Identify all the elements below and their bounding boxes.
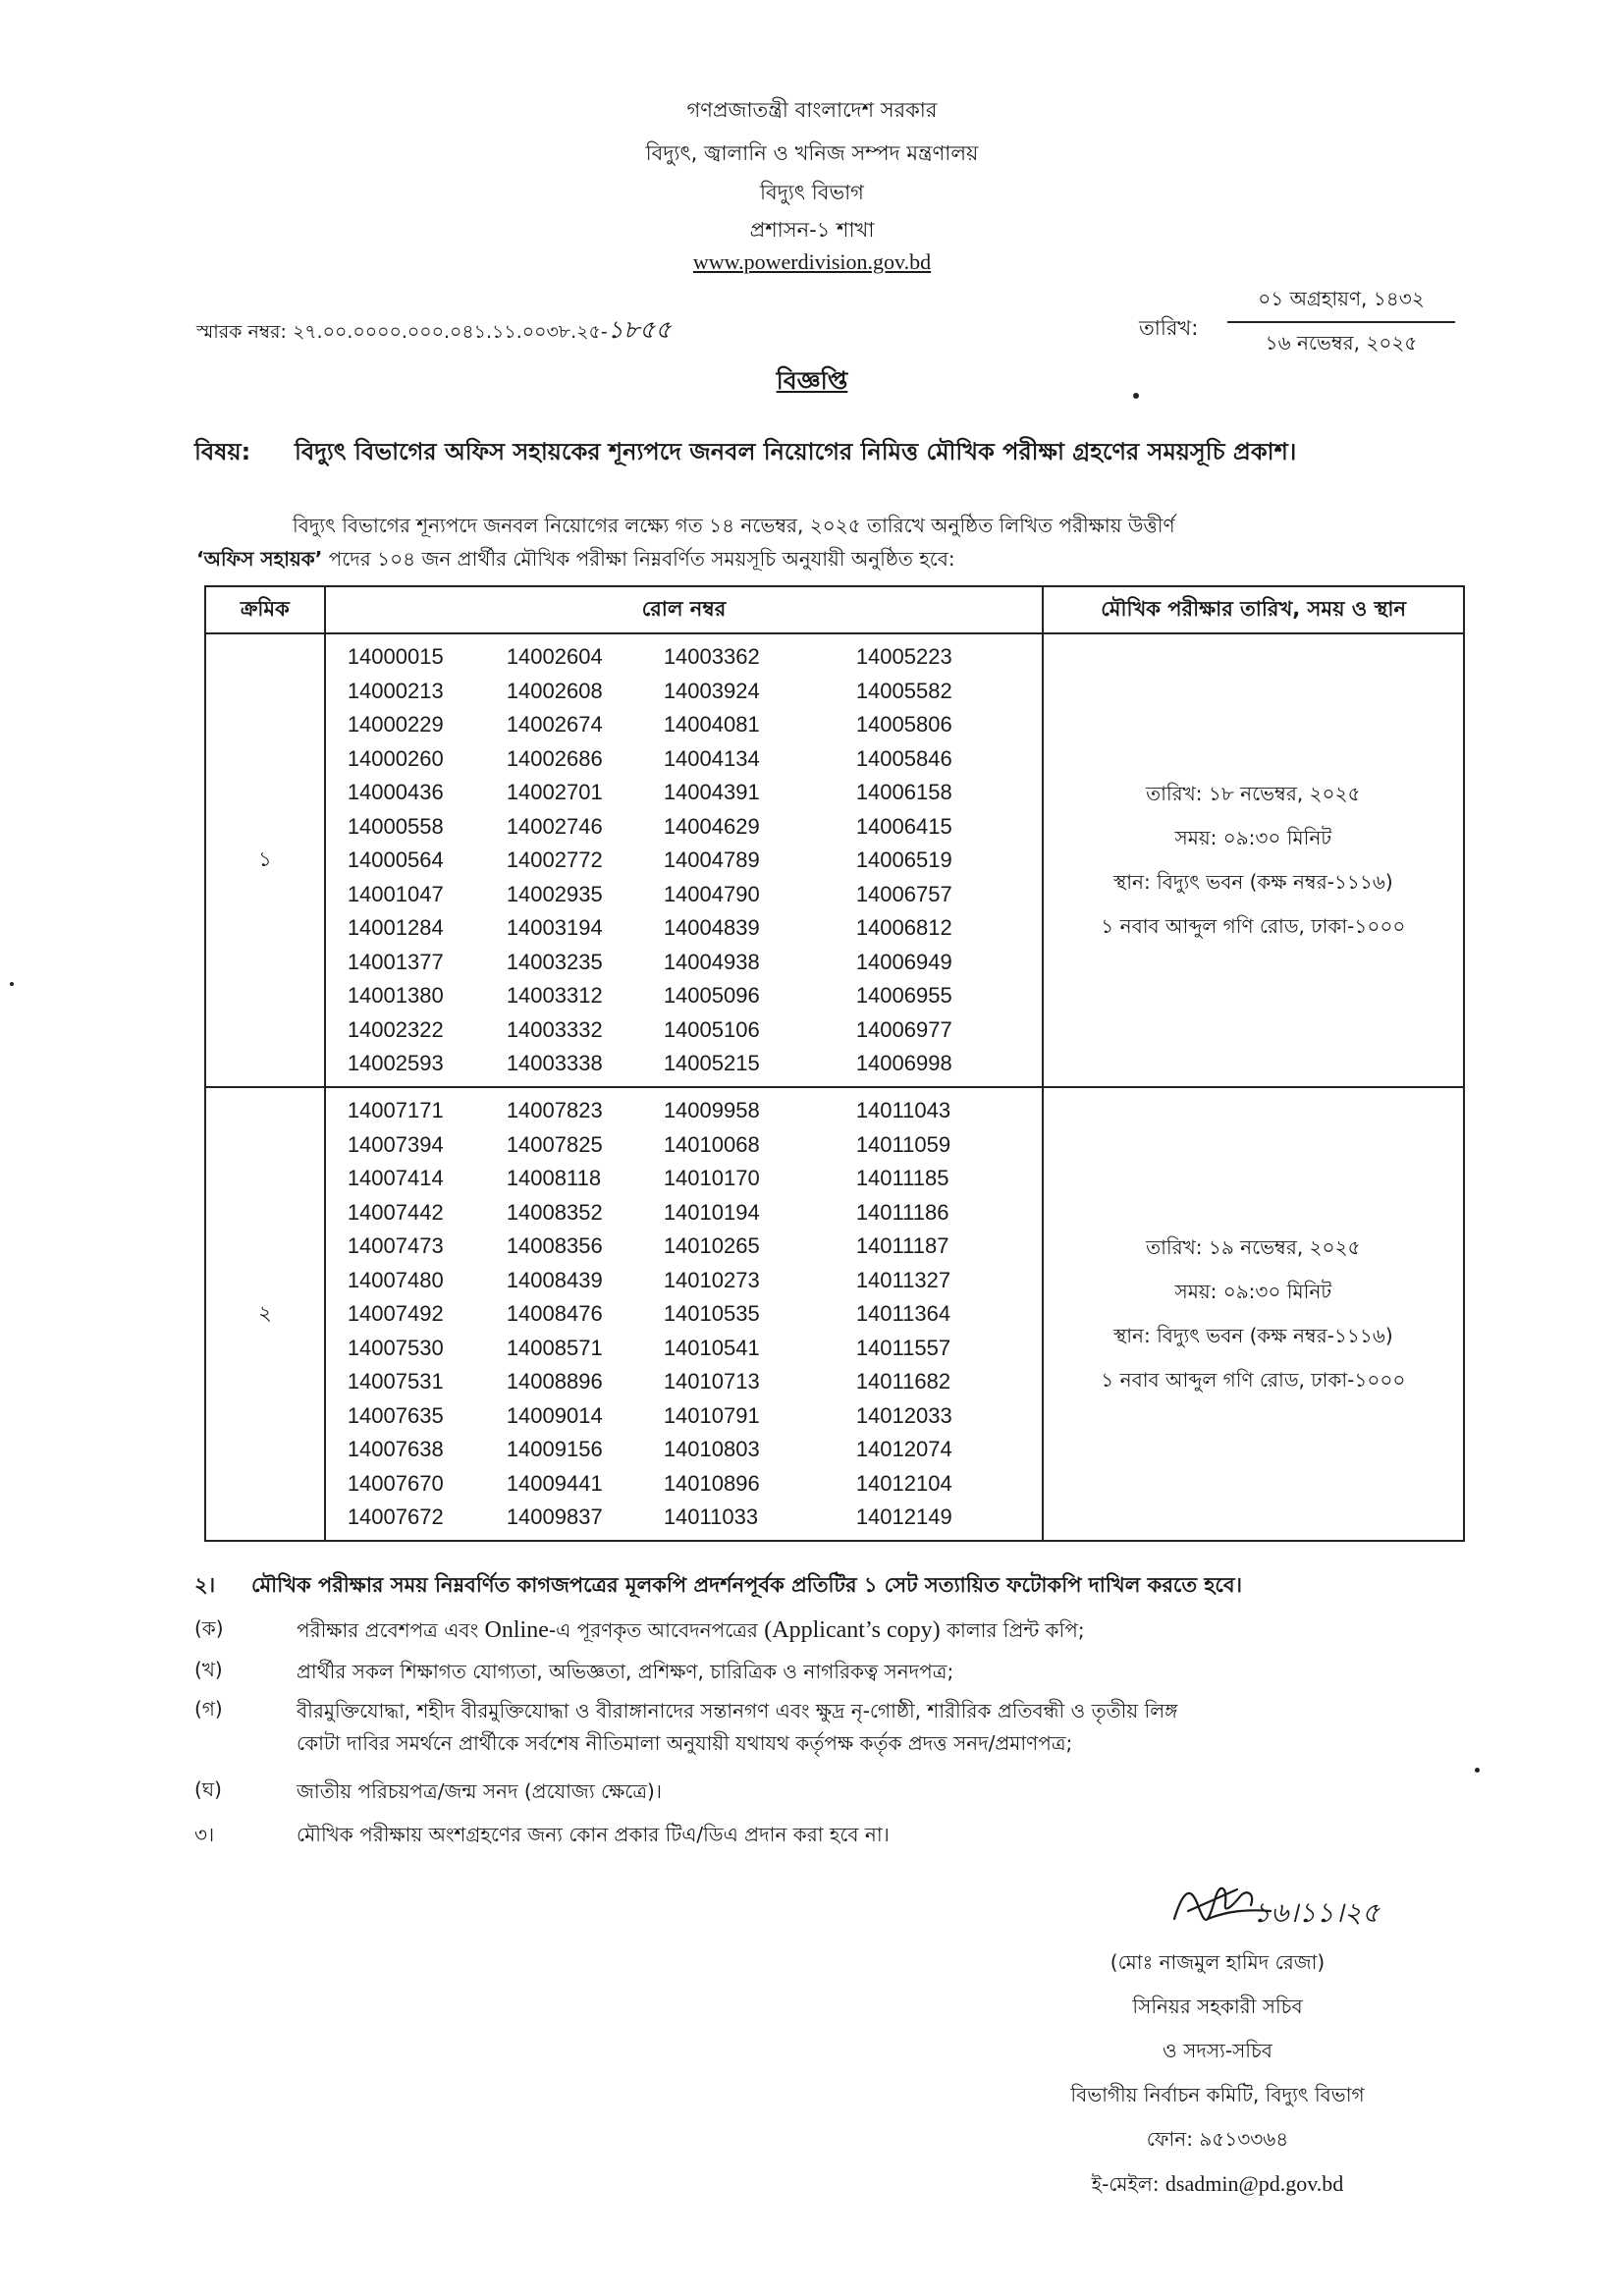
date-bangla: ০১ অগ্রহায়ণ, ১৪৩২ — [1227, 285, 1455, 323]
roll-number: 14007825 — [506, 1131, 603, 1157]
roll-number: 14001284 — [347, 915, 444, 941]
roll-number: 14011059 — [855, 1131, 951, 1157]
schedule-info — [1044, 1088, 1463, 1540]
roll-number: 14004134 — [663, 745, 760, 771]
roll-number: 14002772 — [506, 847, 603, 873]
item-text: প্রার্থীর সকল শিক্ষাগত যোগ্যতা, অভিজ্ঞতা, প্রশিক্ষণ, চারিত্রিক ও নাগরিকত্ব সনদপত্র; — [297, 1660, 954, 1683]
roll-number: 14003924 — [663, 678, 760, 703]
roll-number: 14006158 — [855, 780, 952, 805]
roll-number: 14006812 — [855, 915, 952, 941]
schedule-date: তারিখ: ১৮ নভেম্বর, ২০২৫ — [1146, 782, 1361, 805]
schedule-table — [204, 585, 1465, 1542]
roll-number: 14005096 — [663, 983, 760, 1009]
table-row — [326, 1433, 1042, 1467]
signature-block — [982, 1941, 1453, 2207]
roll-number: 14004391 — [663, 780, 760, 805]
roll-number: 14010713 — [663, 1369, 760, 1394]
roll-number: 14007171 — [347, 1098, 444, 1123]
table-row — [326, 946, 1042, 980]
table-row — [326, 878, 1042, 912]
roll-number: 14011043 — [855, 1098, 951, 1123]
roll-number: 14008439 — [506, 1267, 603, 1292]
roll-number: 14002674 — [506, 712, 603, 738]
roll-number: 14011185 — [855, 1166, 949, 1191]
item-latin-text: Online — [484, 1617, 549, 1643]
roll-number: 14010194 — [663, 1199, 760, 1225]
intro-line2: পদের ১০৪ জন প্রার্থীর মৌখিক পরীক্ষা নিম্নবর্ণিত সময়সূচি অনুযায়ী অনুষ্ঠিত হবে: — [322, 547, 955, 571]
roll-number: 14012033 — [855, 1402, 952, 1428]
roll-number: 14008571 — [506, 1335, 603, 1360]
roll-number: 14002322 — [347, 1016, 444, 1042]
roll-number: 14003338 — [506, 1051, 603, 1076]
roll-number: 14007531 — [347, 1369, 444, 1394]
item-text-line1: বীরমুক্তিযোদ্ধা, শহীদ বীরমুক্তিযোদ্ধা ও বীরাঙ্গানাদের সন্তানগণ এবং ক্ষুদ্র নৃ-গোষ্ঠী, শারীরিক প্রতিবন্ধী ও তৃতীয় লিঙ্গ — [297, 1699, 1178, 1722]
roll-number: 14002686 — [506, 745, 603, 771]
roll-number: 14007442 — [347, 1199, 444, 1225]
table-row — [326, 1332, 1042, 1366]
table-group-2 — [206, 1086, 1463, 1540]
roll-number: 14007492 — [347, 1301, 444, 1327]
roll-number: 14006949 — [855, 949, 952, 974]
roll-number: 14012104 — [855, 1470, 952, 1496]
roll-number: 14003194 — [506, 915, 603, 941]
intro-paragraph — [196, 509, 1463, 575]
header-url[interactable]: www.powerdivision.gov.bd — [692, 249, 932, 274]
section-2-number: ২। — [194, 1573, 216, 1597]
roll-number: 14009958 — [663, 1098, 760, 1123]
roll-number: 14007638 — [347, 1437, 444, 1462]
roll-number: 14005582 — [855, 678, 952, 703]
roll-number: 14003312 — [506, 983, 603, 1009]
table-row — [326, 776, 1042, 810]
section-3-text: মৌখিক পরীক্ষায় অংশগ্রহণের জন্য কোন প্রকার টিএ/ডিএ প্রদান করা হবে না। — [297, 1823, 890, 1846]
roll-number: 14005806 — [855, 712, 952, 738]
table-row — [326, 911, 1042, 946]
item-text: কালার প্রিন্ট কপি; — [940, 1618, 1085, 1642]
roll-list — [326, 1088, 1044, 1540]
roll-number: 14008896 — [506, 1369, 603, 1394]
roll-number: 14009156 — [506, 1437, 603, 1462]
roll-number: 14011327 — [855, 1267, 951, 1292]
roll-number: 14000229 — [347, 712, 444, 738]
item-mark: (ক) — [194, 1616, 224, 1640]
roll-number: 14001377 — [347, 949, 444, 974]
group-serial: ২ — [206, 1088, 326, 1540]
roll-number: 14002608 — [506, 678, 603, 703]
section-3-number: ৩। — [194, 1823, 215, 1846]
roll-number: 14011186 — [855, 1199, 949, 1225]
roll-number: 14002604 — [506, 644, 603, 670]
roll-number: 14007670 — [347, 1470, 444, 1496]
item-mark: (গ) — [194, 1697, 223, 1721]
item-mark: (খ) — [194, 1658, 223, 1681]
roll-number: 14011187 — [855, 1233, 949, 1259]
roll-number: 14002593 — [347, 1051, 444, 1076]
roll-number: 14004938 — [663, 949, 760, 974]
roll-number: 14007414 — [347, 1166, 444, 1191]
roll-number: 14011682 — [855, 1369, 951, 1394]
roll-number: 14008118 — [506, 1166, 602, 1191]
roll-number: 14007823 — [506, 1098, 603, 1123]
roll-number: 14002935 — [506, 881, 603, 906]
roll-number: 14006955 — [855, 983, 952, 1009]
item-mark: (ঘ) — [194, 1777, 222, 1801]
roll-number: 14004081 — [663, 712, 760, 738]
table-row — [326, 1501, 1042, 1535]
roll-number: 14011557 — [855, 1335, 951, 1360]
roll-number: 14007530 — [347, 1335, 444, 1360]
header-roll: রোল নম্বর — [326, 587, 1045, 632]
intro-line1: বিদ্যুৎ বিভাগের শূন্যপদে জনবল নিয়োগের লক্ষ্যে গত ১৪ নভেম্বর, ২০২৫ তারিখে অনুষ্ঠিত লিখিত পরীক্ষায় উত্তীর্ণ — [293, 514, 1175, 537]
table-row — [326, 1128, 1042, 1163]
table-row — [326, 1297, 1042, 1332]
table-row — [326, 1013, 1042, 1048]
table-row — [326, 1264, 1042, 1298]
schedule-address: ১ নবাব আব্দুল গণি রোড, ঢাকা-১০০০ — [1101, 1368, 1406, 1392]
roll-number: 14006757 — [855, 881, 952, 906]
signatory-name: (মোঃ নাজমুল হামিদ রেজা) — [1110, 1950, 1326, 1974]
roll-number: 14010265 — [663, 1233, 760, 1259]
roll-number: 14002701 — [506, 780, 603, 805]
table-row — [326, 708, 1042, 742]
roll-number: 14005223 — [855, 644, 952, 670]
roll-number: 14010273 — [663, 1267, 760, 1292]
roll-number: 14010170 — [663, 1166, 760, 1191]
memo-label: স্মারক নম্বর: ২৭.০০.০০০০.০০০.০৪১.১১.০০৩৮.২৫- — [196, 321, 608, 343]
roll-number: 14006415 — [855, 813, 952, 839]
intro-post: ‘অফিস সহায়ক’ — [196, 547, 323, 571]
table-header-row — [206, 587, 1463, 634]
table-row — [326, 640, 1042, 675]
roll-list — [326, 634, 1044, 1086]
schedule-place: স্থান: বিদ্যুৎ ভবন (কক্ষ নম্বর-১১১৬) — [1113, 870, 1393, 894]
roll-number: 14003362 — [663, 644, 760, 670]
roll-number: 14008352 — [506, 1199, 603, 1225]
roll-number: 14001047 — [347, 881, 444, 906]
email-label: ই-মেইল: — [1091, 2172, 1160, 2196]
roll-number: 14007394 — [347, 1131, 444, 1157]
roll-number: 14008356 — [506, 1233, 603, 1259]
roll-number: 14007635 — [347, 1402, 444, 1428]
date-box — [1227, 285, 1455, 361]
signature-date: ১৬।১১।২৫ — [1253, 1896, 1380, 1929]
roll-number: 14004839 — [663, 915, 760, 941]
roll-number: 14010896 — [663, 1470, 760, 1496]
item-text: পরীক্ষার প্রবেশপত্র এবং — [297, 1618, 485, 1642]
roll-number: 14009441 — [506, 1470, 603, 1496]
table-row — [326, 1230, 1042, 1264]
roll-number: 14004790 — [663, 881, 760, 906]
schedule-time: সময়: ০৯:৩০ মিনিট — [1174, 826, 1332, 849]
item-latin-text: (Applicant’s copy) — [764, 1617, 941, 1643]
signatory-committee: বিভাগীয় নির্বাচন কমিটি, বিদ্যুৎ বিভাগ — [1070, 2083, 1365, 2106]
table-row — [326, 1162, 1042, 1196]
roll-number: 14009014 — [506, 1402, 603, 1428]
roll-number: 14001380 — [347, 983, 444, 1009]
schedule-info — [1044, 634, 1463, 1086]
table-row — [326, 675, 1042, 709]
roll-number: 14004789 — [663, 847, 760, 873]
header-schedule: মৌখিক পরীক্ষার তারিখ, সময় ও স্থান — [1101, 596, 1407, 621]
roll-number: 14007480 — [347, 1267, 444, 1292]
header-branch: প্রশাসন-১ শাখা — [749, 218, 875, 242]
roll-number: 14006519 — [855, 847, 952, 873]
roll-number: 14008476 — [506, 1301, 603, 1327]
schedule-date: তারিখ: ১৯ নভেম্বর, ২০২৫ — [1146, 1235, 1361, 1259]
speck — [10, 982, 14, 986]
signatory-designation: সিনিয়র সহকারী সচিব — [1132, 1995, 1303, 2018]
roll-number: 14007672 — [347, 1504, 444, 1530]
table-row — [326, 1467, 1042, 1502]
roll-number: 14000558 — [347, 813, 444, 839]
schedule-time: সময়: ০৯:৩০ মিনিট — [1174, 1280, 1332, 1303]
roll-number: 14002746 — [506, 813, 603, 839]
section-2-heading — [194, 1569, 1242, 1604]
roll-number: 14007473 — [347, 1233, 444, 1259]
signatory-phone: ফোন: ৯৫১৩৩৬৪ — [1146, 2127, 1289, 2151]
roll-number: 14009837 — [506, 1504, 603, 1530]
table-row — [326, 742, 1042, 777]
schedule-address: ১ নবাব আব্দুল গণি রোড, ঢাকা-১০০০ — [1101, 914, 1406, 938]
roll-number: 14000015 — [347, 644, 444, 670]
roll-number: 14003332 — [506, 1016, 603, 1042]
roll-number: 14010535 — [663, 1301, 760, 1327]
roll-number: 14000436 — [347, 780, 444, 805]
roll-number: 14000564 — [347, 847, 444, 873]
roll-number: 14010803 — [663, 1437, 760, 1462]
signatory-role: ও সদস্য-সচিব — [1163, 2039, 1272, 2062]
item-text: জাতীয় পরিচয়পত্র/জন্ম সনদ (প্রযোজ্য ক্ষেত্রে)। — [297, 1779, 662, 1803]
roll-number: 14011033 — [663, 1504, 759, 1530]
roll-number: 14010541 — [663, 1335, 760, 1360]
item-text-line2: কোটা দাবির সমর্থনে প্রার্থীকে সর্বশেষ নীতিমালা অনুযায়ী যথাযথ কর্তৃপক্ষ কর্তৃক প্রদত্ত সনদ/প্রমাণপত্র; — [297, 1731, 1073, 1755]
table-row — [326, 1365, 1042, 1399]
roll-number: 14000260 — [347, 745, 444, 771]
speck — [1133, 393, 1139, 399]
table-row — [326, 844, 1042, 878]
email-address[interactable]: dsadmin@pd.gov.bd — [1164, 2171, 1344, 2196]
subject-label: বিষয়: — [194, 438, 251, 465]
header-ministry: বিদ্যুৎ, জ্বালানি ও খনিজ সম্পদ মন্ত্রণালয় — [645, 141, 979, 165]
roll-number: 14010068 — [663, 1131, 760, 1157]
roll-number: 14000213 — [347, 678, 444, 703]
speck — [1475, 1768, 1480, 1773]
item-text: -এ পূরণকৃত আবেদনপত্রের — [548, 1618, 765, 1642]
header-serial: ক্রমিক — [206, 587, 326, 632]
memo-handwritten-number: ১৮৫৫ — [607, 315, 672, 344]
roll-number: 14010791 — [663, 1402, 760, 1428]
group-serial: ১ — [206, 634, 326, 1086]
memo-number — [196, 310, 672, 353]
roll-number: 14012074 — [855, 1437, 952, 1462]
table-row — [326, 979, 1042, 1013]
section-3 — [194, 1821, 890, 1853]
table-row — [326, 1094, 1042, 1128]
section-2-text: মৌখিক পরীক্ষার সময় নিম্নবর্ণিত কাগজপত্রের মূলকপি প্রদর্শনপূর্বক প্রতিটির ১ সেট সত্যায়িত ফটোকপি দাখিল করতে হবে। — [251, 1573, 1243, 1597]
roll-number: 14006977 — [855, 1016, 952, 1042]
roll-number: 14005106 — [663, 1016, 760, 1042]
roll-number: 14011364 — [855, 1301, 951, 1327]
signatory-email-row — [982, 2161, 1453, 2207]
header-division: বিদ্যুৎ বিভাগ — [760, 181, 864, 204]
header-govt: গণপ্রজাতন্ত্রী বাংলাদেশ সরকার — [686, 98, 938, 122]
roll-number: 14005846 — [855, 745, 952, 771]
table-row — [326, 1399, 1042, 1434]
subject-text: বিদ্যুৎ বিভাগের অফিস সহায়কের শূন্যপদে জনবল নিয়োগের নিমিত্ত মৌখিক পরীক্ষা গ্রহণের সময়সূচি প্রকাশ। — [295, 438, 1297, 465]
table-group-1 — [206, 634, 1463, 1086]
roll-number: 14006998 — [855, 1051, 952, 1076]
roll-number: 14003235 — [506, 949, 603, 974]
page-title: বিজ্ঞপ্তি — [776, 366, 848, 395]
roll-number: 14004629 — [663, 813, 760, 839]
date-label: তারিখ: — [1139, 316, 1199, 340]
roll-number: 14005215 — [663, 1051, 760, 1076]
roll-number: 14012149 — [855, 1504, 952, 1530]
table-row — [326, 1196, 1042, 1230]
date-english: ১৬ নভেম্বর, ২০২৫ — [1265, 331, 1418, 355]
table-row — [326, 810, 1042, 845]
schedule-place: স্থান: বিদ্যুৎ ভবন (কক্ষ নম্বর-১১১৬) — [1113, 1324, 1393, 1347]
table-row — [326, 1047, 1042, 1081]
